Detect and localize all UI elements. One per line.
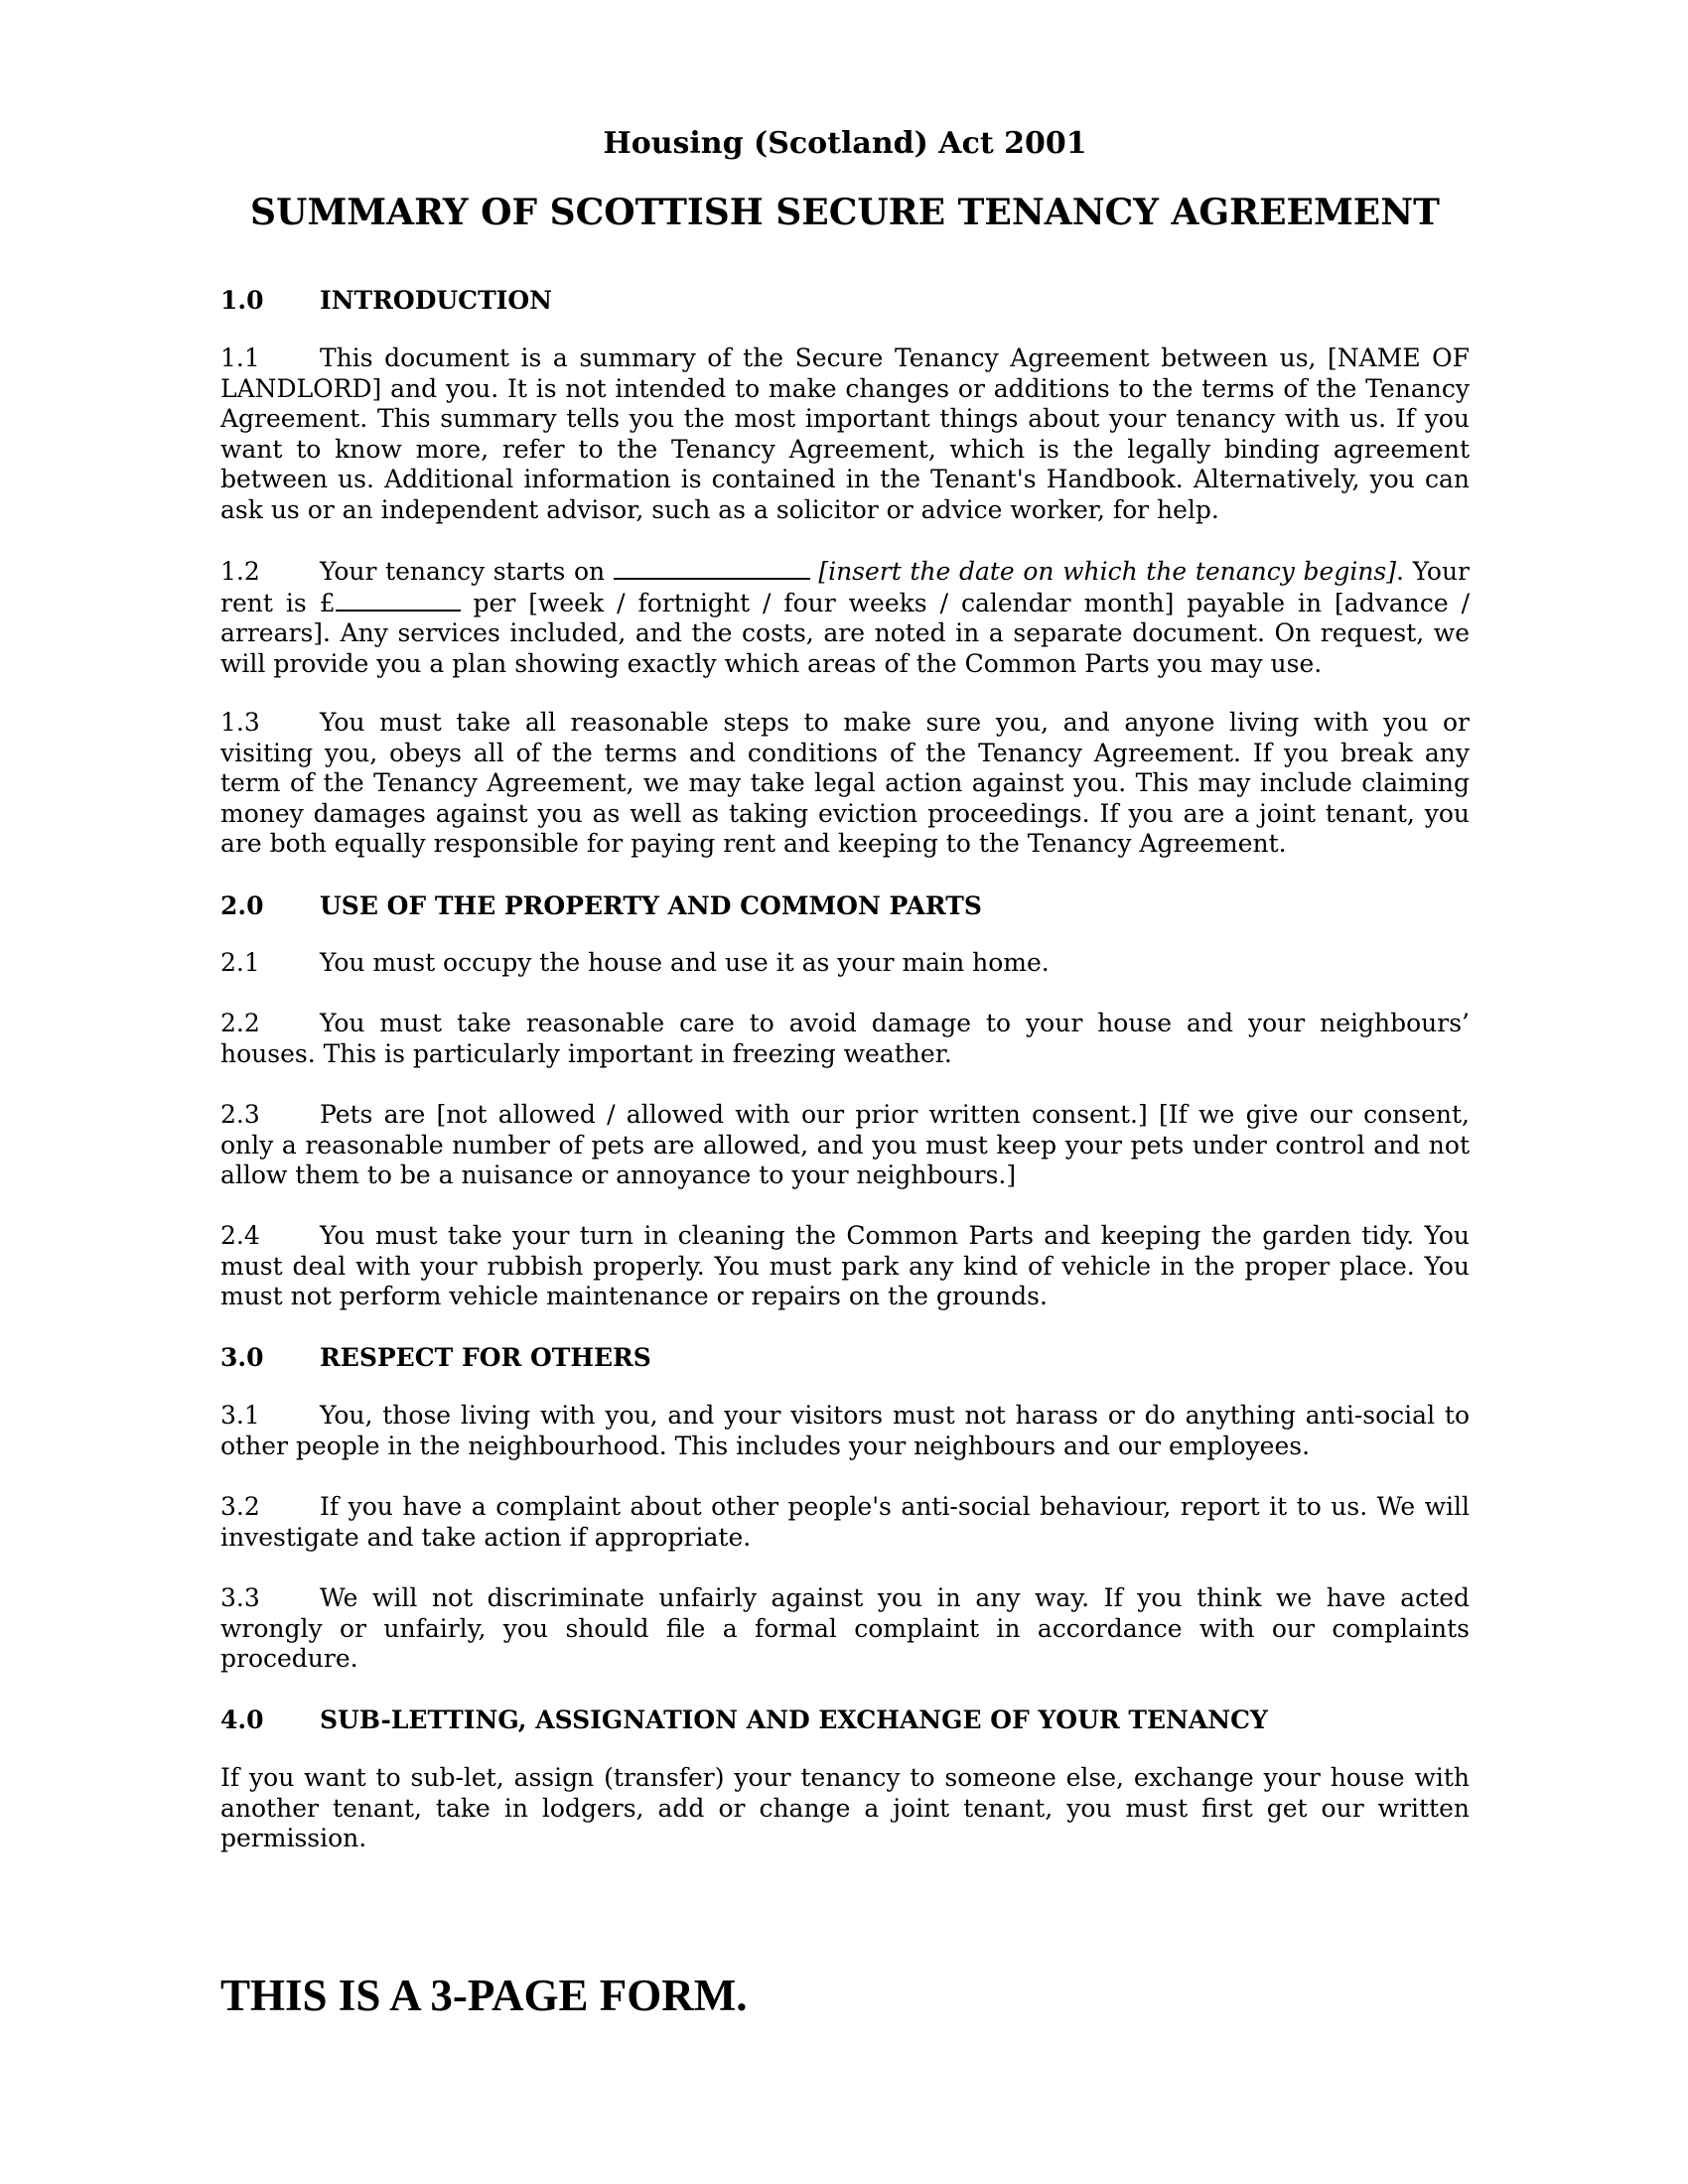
- paragraph-number: 3.3: [220, 1583, 260, 1612]
- paragraph-text: If you want to sub-let, assign (transfer) your tenancy to someone else, exchange your house with another tenant, take in lodgers, add or change a joint tenant, you must first get our written permission.: [220, 1763, 1470, 1852]
- section-title: USE OF THE PROPERTY AND COMMON PARTS: [320, 891, 982, 920]
- section-heading-sub-letting: [220, 1705, 1268, 1736]
- paragraph-text-rest: per [week / fortnight / four weeks / calendar month] payable in [advance / arrears]. Any services included, and the costs, are noted in a separate document. On request, we will provide you a plan showing exactly which areas of the Common Parts you may use.: [220, 588, 1470, 678]
- paragraph-text: We will not discriminate unfairly against you in any way. If you think we have acted wrongly or unfairly, you should file a formal complaint in accordance with our complaints procedure.: [220, 1583, 1470, 1673]
- start-date-instruction: [insert the date on which the tenancy begins]: [818, 557, 1397, 586]
- paragraph-number: 2.4: [220, 1221, 260, 1250]
- act-title: Housing (Scotland) Act 2001: [603, 126, 1087, 161]
- paragraph-number: 2.2: [220, 1009, 260, 1037]
- paragraph-2-3: [220, 1100, 1470, 1191]
- section-number: 4.0: [220, 1706, 264, 1734]
- document-page: [220, 0, 1470, 2184]
- paragraph-text: You must take your turn in cleaning the Common Parts and keeping the garden tidy. You must deal with your rubbish properly. You must park any kind of vehicle in the proper place. You must not perform vehicle maintenance or repairs on the grounds.: [220, 1221, 1470, 1310]
- paragraph-number: 1.3: [220, 708, 260, 737]
- paragraph-text: You must occupy the house and use it as your main home.: [320, 948, 1050, 977]
- paragraph-3-3: [220, 1583, 1470, 1675]
- paragraph-1-1: [220, 343, 1470, 525]
- section-title: RESPECT FOR OTHERS: [320, 1343, 651, 1372]
- paragraph-text: You, those living with you, and your visitors must not harass or do anything anti-social to other people in the neighbourhood. This includes your neighbours and our employees.: [220, 1401, 1470, 1460]
- paragraph-2-1: [220, 948, 1470, 979]
- paragraph-3-2: [220, 1492, 1470, 1553]
- paragraph-text: This document is a summary of the Secure Tenancy Agreement between us, [NAME OF LANDLORD] and you. It is not intended to make changes or additions to the terms of the Tenancy Agreement. This summary tells you the most important things about your tenancy with us. If you want to know more, refer to the Tenancy Agreement, which is the legally binding agreement between us. Additional information is contained in the Tenant's Handbook. Alternatively, you can ask us or an independent advisor, such as a solicitor or advice worker, for help.: [220, 343, 1470, 524]
- section-heading-use-of-property: [220, 890, 982, 922]
- paragraph-2-4: [220, 1221, 1470, 1312]
- section-title: SUB-LETTING, ASSIGNATION AND EXCHANGE OF YOUR TENANCY: [320, 1706, 1268, 1734]
- paragraph-1-3: [220, 708, 1470, 860]
- start-date-blank: [614, 556, 810, 580]
- paragraph-number: 3.2: [220, 1492, 260, 1521]
- section-title: INTRODUCTION: [320, 286, 553, 315]
- paragraph-3-1: [220, 1401, 1470, 1461]
- paragraph-2-2: [220, 1009, 1470, 1069]
- paragraph-text: If you have a complaint about other people's anti-social behaviour, report it to us. We will investigate and take action if appropriate.: [220, 1492, 1470, 1552]
- paragraph-number: 2.3: [220, 1100, 260, 1129]
- paragraph-text: You must take reasonable care to avoid damage to your house and your neighbours’ houses. This is particularly important in freezing weather.: [220, 1009, 1470, 1068]
- section-number: 1.0: [220, 286, 264, 315]
- section-number: 2.0: [220, 891, 264, 920]
- section-heading-respect-for-others: [220, 1342, 651, 1374]
- paragraph-text: You must take all reasonable steps to make sure you, and anyone living with you or visiting you, obeys all of the terms and conditions of the Tenancy Agreement. If you break any term of the Tenancy Agreement, we may take legal action against you. This may include claiming money damages against you as well as taking eviction proceedings. If you are a joint tenant, you are both equally responsible for paying rent and keeping to the Tenancy Agreement.: [220, 708, 1470, 858]
- paragraph-number: 3.1: [220, 1401, 260, 1430]
- paragraph-number: 2.1: [220, 948, 260, 977]
- paragraph-number: 1.1: [220, 343, 260, 372]
- paragraph-text: Pets are [not allowed / allowed with our prior written consent.] [If we give our consent, only a reasonable number of pets are allowed, and you must keep your pets under control and not allow them to be a nuisance or annoyance to your neighbours.]: [220, 1100, 1470, 1189]
- rent-amount-blank: [336, 588, 461, 612]
- paragraph-number: 1.2: [220, 557, 260, 586]
- section-number: 3.0: [220, 1343, 264, 1372]
- paragraph-1-2: [220, 556, 1470, 679]
- paragraph-text-start: Your tenancy starts on: [320, 557, 606, 586]
- page-count-note: THIS IS A 3-PAGE FORM.: [220, 1971, 748, 2020]
- document-title: SUMMARY OF SCOTTISH SECURE TENANCY AGREEMENT: [250, 192, 1440, 233]
- paragraph-4-intro: [220, 1763, 1470, 1854]
- rent-prefix: . Your rent is £: [220, 557, 1471, 617]
- section-heading-introduction: [220, 285, 552, 317]
